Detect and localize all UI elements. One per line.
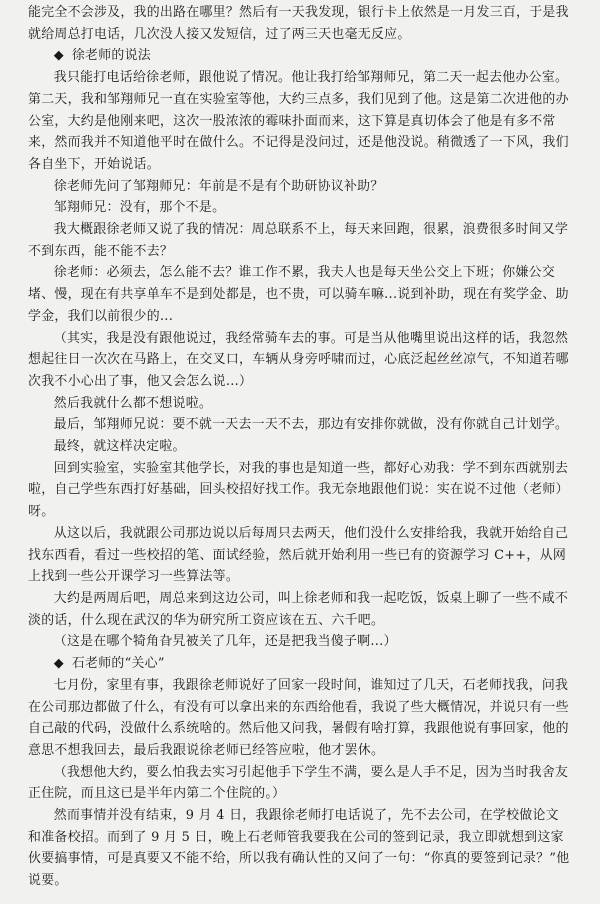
paragraph: 能完全不会涉及，我的出路在哪里？然后有一天我发现，银行卡上依然是一月发三百，于是我就给周总打电话，几次没人接又发短信，过了两三天也毫无反应。 [28,5,569,42]
paragraph: 我只能打电话给徐老师，跟他说了情况。他让我打给邹翔师兄，第二天一起去他办公室。第二天，我和邹翔师兄一直在实验室等他，大约三点多，我们见到了他。这是第二次进他的办公室，大约是他刚来吧，这次一股浓浓的霉味扑面而来，这下算是真切体会了他是有多不常来，然而我并不知道他平时在做什么。不记得是没问过，还是他没说。稍微透了一下风，我们各自坐下，开始说话。 [28,70,569,172]
paragraph: 徐老师：必须去，怎么能不去？谁工作不累，我夫人也是每天坐公交上下班；你嫌公交堵、慢，现在有共享单车不是到处都是，也不贵，可以骑车嘛...说到补助，现在有奖学金、助学金，我们以前很少的... [28,265,569,324]
paragraph: （其实，我是没有跟他说过，我经常骑车去的事。可是当从他嘴里说出这样的话，我忽然想起往日一次次在马路上，在交叉口，车辆从身旁呼啸而过，心底泛起丝丝凉气，不知道若哪次我不小心出了事，他又会怎么说...） [28,330,569,389]
paragraph: 最后，邹翔师兄说：要不就一天去一天不去，那边有安排你就做，没有你就自己计划学。 [53,417,569,433]
paragraph: 大约是两周后吧，周总来到这边公司，叫上徐老师和我一起吃饭，饭桌上聊了一些不咸不淡的话，什么现在武汉的华为研究所工资应该在五、六千吧。 [28,590,569,628]
paragraph: 七月份，家里有事，我跟徐老师说好了回家一段时间，谁知过了几天，石老师找我，问我在公司那边都做了什么，有没有可以拿出来的东西给他看，我说了些大概情况，并说只有一些自己敲的代码，没做什么系统啥的。然后他又问我，暑假有啥打算，我跟他说有事回家，他的意思不想我回去，最后我跟说徐老师已经答应啦，他才罢休。 [28,677,569,758]
paragraph: 回到实验室，实验室其他学长，对我的事也是知道一些，都好心劝我：学不到东西就别去啦，自己学些东西打好基础，回头校招好找工作。我无奈地跟他们说：实在说不过他（老师）呀。 [28,460,569,520]
section-heading-text: 石老师的“关心” [71,656,165,672]
section-heading [28,653,570,675]
paragraph: 然而事情并没有结束，9 月 4 日，我跟徐老师打电话说了，先不去公司，在学校做论文和准备校招。而到了 9 月 5 日，晚上石老师管我要我在公司的签到记录，我立即就想到这家伙要搞事情，可是真要又不能不给，所以我有确认性的又问了一句：“你真的要签到记录？”他说要。 [28,808,570,889]
diamond-bullet-icon: ◆ [53,656,65,672]
paragraph: 邹翔师兄：没有，那个不是。 [53,200,226,216]
paragraph: 我大概跟徐老师又说了我的情况：周总联系不上，每天来回跑，很累，浪费很多时间又学不到东西，能不能不去？ [28,222,569,259]
section-heading-text: 徐老师的说法 [71,48,151,64]
diamond-bullet-icon: ◆ [53,48,65,64]
paragraph: （我想他大约，要么怕我去实习引起他手下学生不满，要么是人手不足，因为当时我舍友正住院，而且这已是半年内第二个住院的。） [28,764,569,802]
paragraph: 徐老师先问了邹翔师兄：年前是不是有个助研协议补助？ [53,178,384,194]
paragraph: 从这以后，我就跟公司那边说以后每周只去两天，他们没什么安排给我，我就开始给自己找东西看，看过一些校招的笔、面试经验，然后就开始利用一些已有的资源学习 C++，从网上找到一些公开课学习一些算法等。 [28,525,569,585]
paragraph: 最终，就这样决定啦。 [53,439,186,455]
section-heading [28,45,570,67]
paragraph: （这是在哪个犄角旮旯被关了几年，还是把我当傻子啊...） [53,634,397,650]
paragraph: 然后我就什么都不想说啦。 [53,395,213,411]
